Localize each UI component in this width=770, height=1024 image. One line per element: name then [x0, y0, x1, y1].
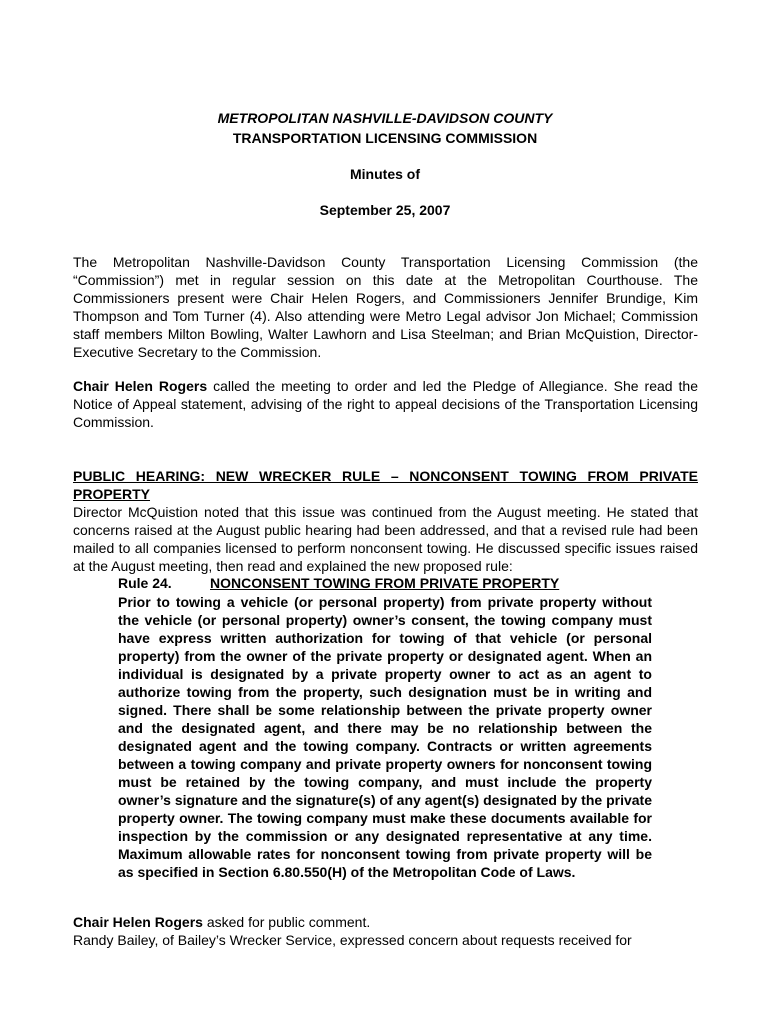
- bailey-paragraph: Randy Bailey, of Bailey’s Wrecker Service, expressed concern about requests received for: [73, 932, 632, 948]
- chair-name: Chair Helen Rogers: [73, 378, 208, 394]
- meeting-date: September 25, 2007: [319, 202, 451, 218]
- rule-title: NONCONSENT TOWING FROM PRIVATE PROPERTY: [210, 575, 560, 591]
- rule-text: Prior to towing a vehicle (or personal property) from private property without the vehicle (or personal property) owner’s consent, the towing company must have express written authorization for towing of that vehicle (or personal property) from the owner of the private property or designated agent. When an individual is designated by a private property owner to act as an agent to authorize towing from the property, such designation must be in writing and signed. There shall be some relationship between the private property owner and the designated agent, and there may be no relationship between the designated agent and the towing company. Contracts or written agreements between a towing company and private property owners for nonconsent towing must be retained by the towing company, and must include the property owner’s signature and the signature(s) of any agent(s) designated by the private property owner. The towing company must make these documents available for inspection by the commission or any designated representative at any time. Maximum allowable rates for nonconsent towing from private property will be as specified in Section 6.80.550(H) of the Metropolitan Code of Laws.: [118, 594, 652, 880]
- section-heading: PUBLIC HEARING: NEW WRECKER RULE – NONCONSENT TOWING FROM PRIVATE PROPERTY: [73, 468, 698, 502]
- commission-title: TRANSPORTATION LICENSING COMMISSION: [232, 130, 538, 146]
- rule-heading: [118, 575, 559, 591]
- attendance-paragraph: The Metropolitan Nashville-Davidson County Transportation Licensing Commission (the “Commission”) met in regular session on this date at the Metropolitan Courthouse. The Commissioners present were Chair Helen Rogers, and Commissioners Jennifer Brundige, Kim Thompson and Tom Turner (4). Also attending were Metro Legal advisor Jon Michael; Commission staff members Milton Bowling, Walter Lawhorn and Lisa Steelman; and Brian McQuistion, Director-Executive Secretary to the Commission.: [73, 254, 698, 360]
- public-comment-text: asked for public comment.: [202, 914, 371, 930]
- public-comment-paragraph: [73, 913, 698, 931]
- director-paragraph: Director McQuistion noted that this issue was continued from the August meeting. He stated that concerns raised at the August public hearing had been addressed, and that a revised rule had been mailed to all companies licensed to perform nonconsent towing. He discussed specific issues raised at the August meeting, then read and explained the new proposed rule:: [73, 504, 698, 574]
- opening-text: called the meeting to order and led the Pledge of Allegiance. She read the Notice of Appeal statement, advising of the right to appeal decisions of the Transportation Licensing Commission.: [73, 378, 698, 430]
- opening-paragraph: [73, 377, 698, 431]
- rule-number: Rule 24.: [118, 575, 172, 591]
- minutes-label: Minutes of: [350, 166, 420, 182]
- county-title: METROPOLITAN NASHVILLE-DAVIDSON COUNTY: [217, 110, 553, 126]
- chair-name-2: Chair Helen Rogers: [73, 914, 203, 930]
